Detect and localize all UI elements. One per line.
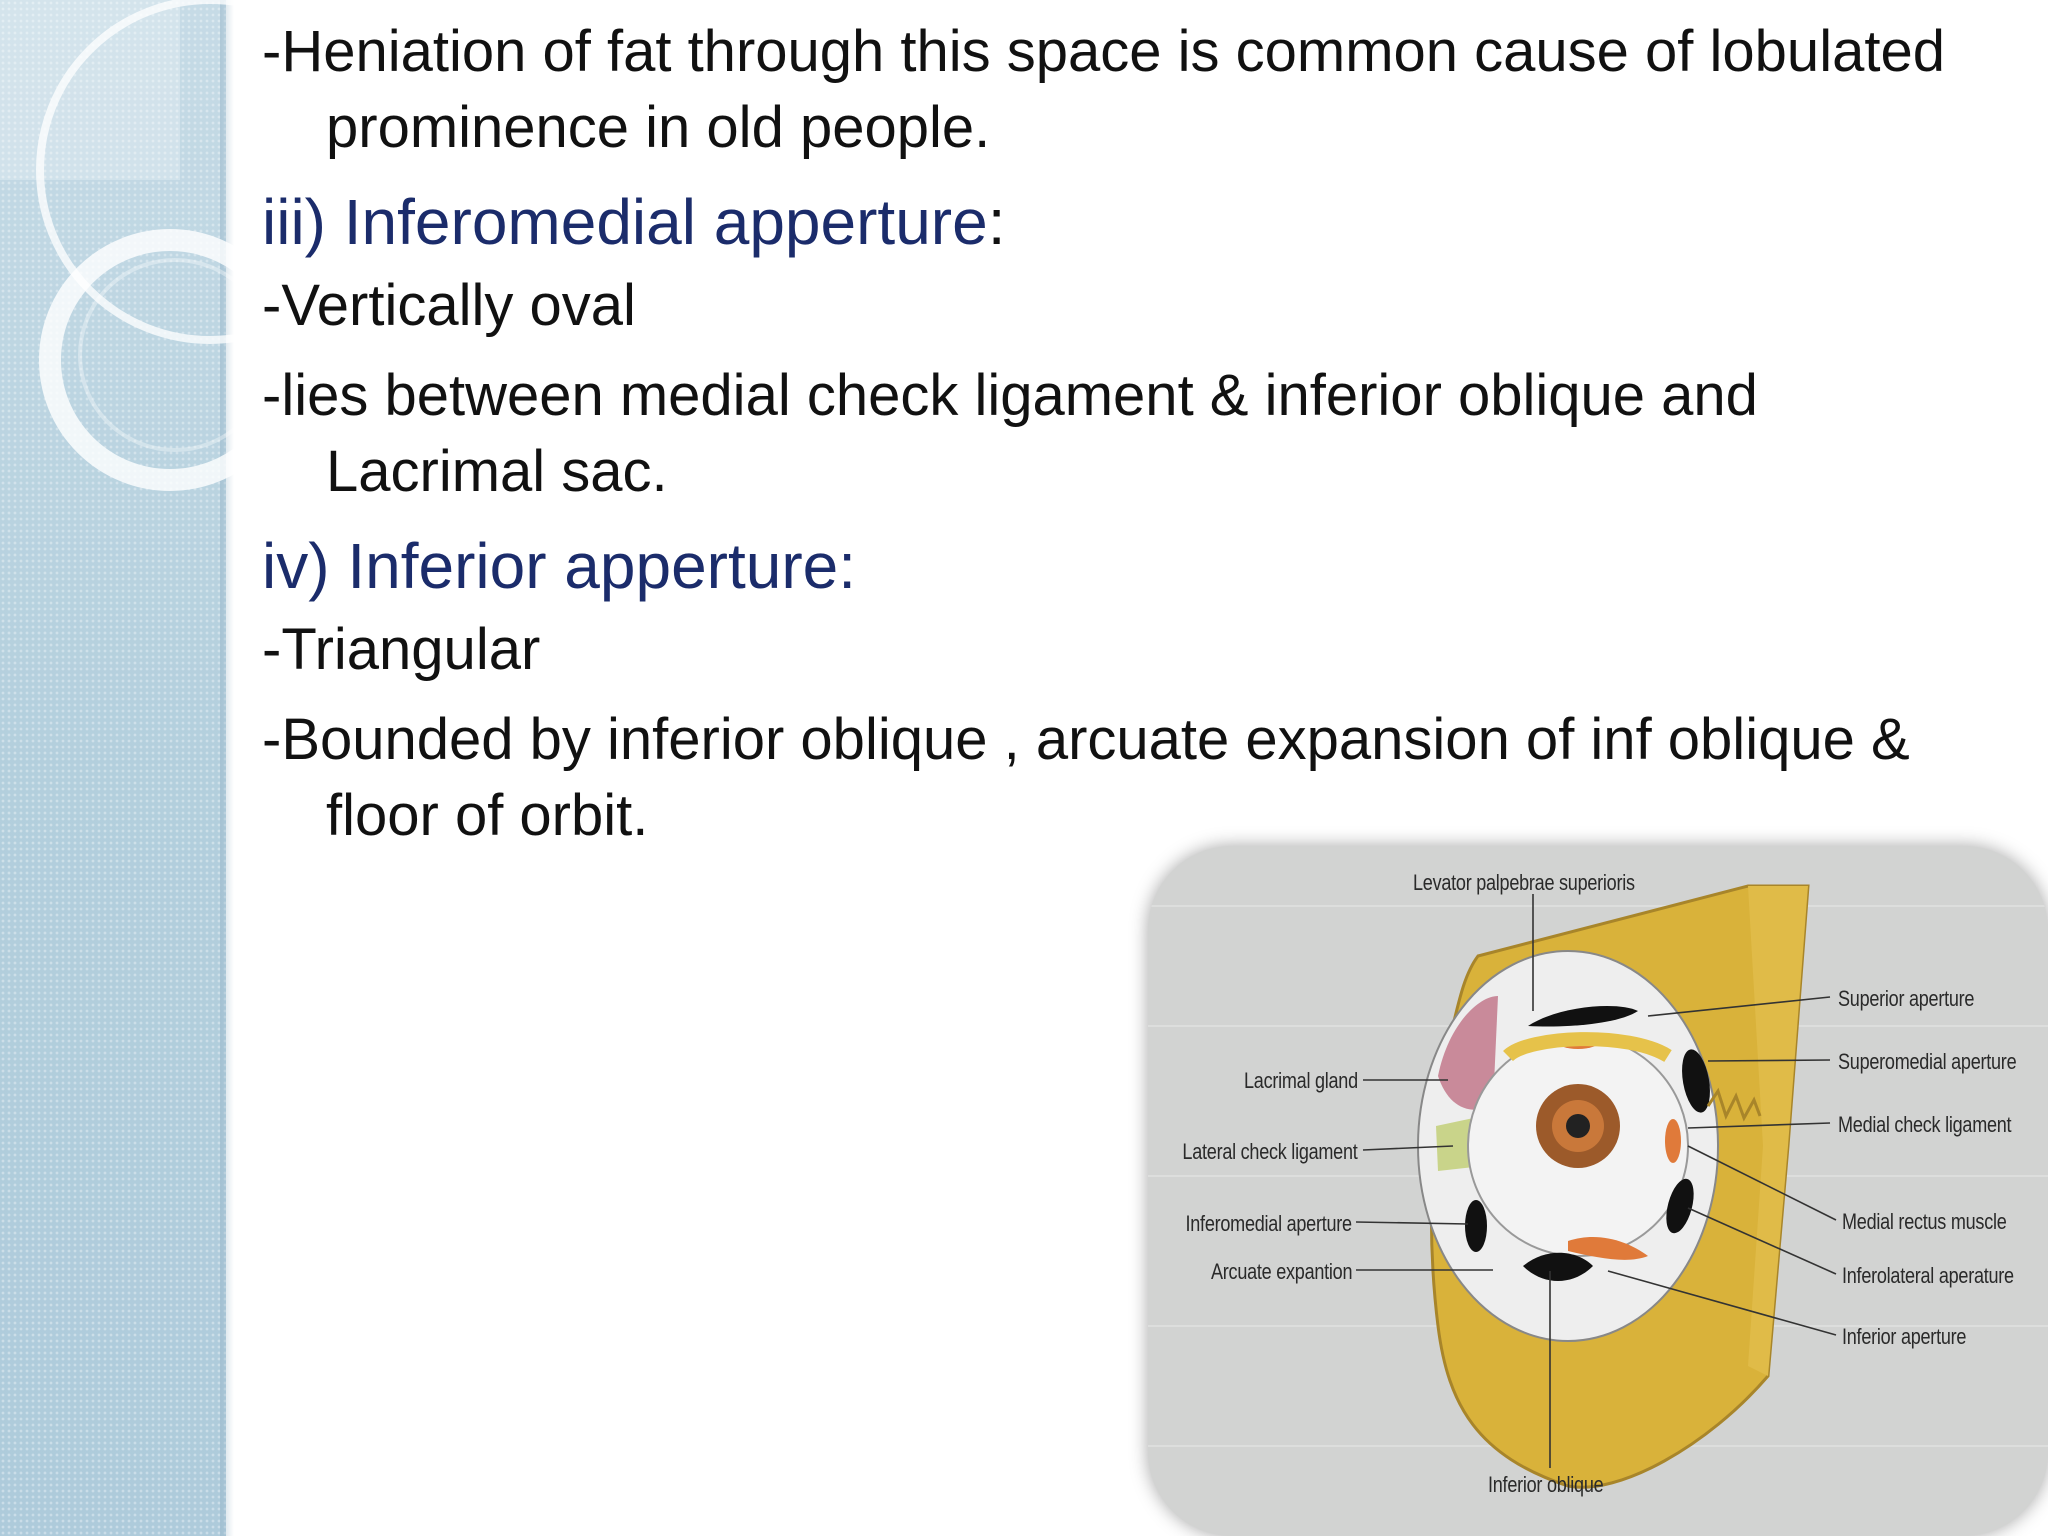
bullet-triangular: -Triangular bbox=[262, 617, 541, 682]
heading-inferior-aperture: iv) Inferior apperture: bbox=[262, 530, 857, 602]
label-medial-rectus: Medial rectus muscle bbox=[1842, 1209, 2007, 1234]
label-superior-aperture: Superior aperture bbox=[1838, 986, 1975, 1011]
label-levator: Levator palpebrae superioris bbox=[1413, 870, 1635, 895]
decorative-rings bbox=[0, 0, 240, 520]
heading-inferomedial-colon: : bbox=[987, 186, 1006, 258]
heading-inferomedial-text: iii) Inferomedial apperture bbox=[262, 186, 988, 258]
label-inferomedial-aperture: Inferomedial aperture bbox=[1185, 1211, 1352, 1236]
bullet-lies-between: -lies between medial check ligament & inferior oblique and Lacrimal sac. bbox=[262, 363, 1758, 504]
label-superomedial-aperture: Superomedial aperture bbox=[1838, 1049, 2017, 1074]
slide-content bbox=[262, 14, 1982, 854]
label-lacrimal-gland: Lacrimal gland bbox=[1244, 1068, 1358, 1093]
heading-inferomedial-aperture bbox=[262, 180, 1982, 264]
bullet-vertically-oval: -Vertically oval bbox=[262, 273, 636, 338]
label-arcuate-expansion: Arcuate expantion bbox=[1210, 1259, 1352, 1284]
label-inferior-aperture: Inferior aperture bbox=[1842, 1324, 1967, 1349]
bullet-fat-herniation: -Heniation of fat through this space is common cause of lobulated prominence in old people. bbox=[262, 19, 1945, 160]
orbit-aperture-diagram bbox=[1148, 846, 2048, 1536]
label-inferior-oblique: Inferior oblique bbox=[1488, 1472, 1604, 1497]
label-medial-check-ligament: Medial check ligament bbox=[1838, 1112, 2012, 1137]
label-lateral-check-ligament: Lateral check ligament bbox=[1182, 1139, 1358, 1164]
label-inferolateral-aperture: Inferolateral aperature bbox=[1842, 1263, 2014, 1288]
diagram-drawing bbox=[1148, 846, 2048, 1536]
bullet-bounded-by: -Bounded by inferior oblique , arcuate expansion of inf oblique & floor of orbit. bbox=[262, 707, 1910, 848]
